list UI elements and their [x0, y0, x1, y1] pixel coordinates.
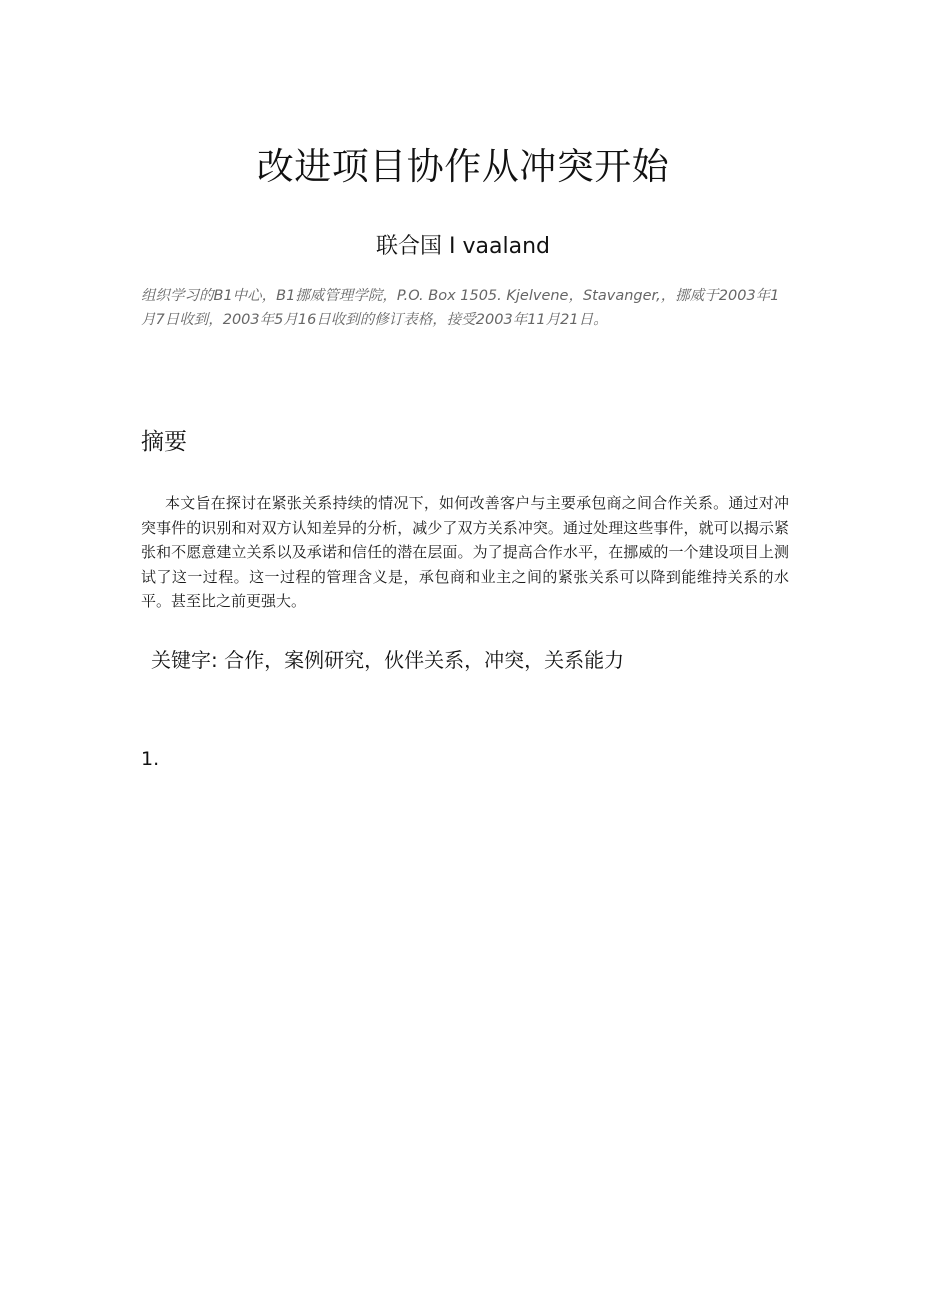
keywords-line: 关键字: 合作，案例研究，伙伴关系，冲突，关系能力 [151, 648, 625, 672]
section-number: 1. [141, 748, 160, 770]
abstract-heading: 摘要 [141, 429, 187, 455]
paper-title: 改进项目协作从冲突开始 [256, 145, 670, 188]
paper-author: 联合国 I vaaland [376, 234, 550, 259]
abstract-text: 本文旨在探讨在紧张关系持续的情况下，如何改善客户与主要承包商之间合作关系。通过对冲突事件的识别和对双方认知差异的分析，减少了双方关系冲突。通过处理这些事件，就可以揭示紧张和不愿意建立关系以及承诺和信任的潜在层面。为了提高合作水平，在挪威的一个建设项目上测试了这一过程。这一过程的管理含义是，承包商和业主之间的紧张关系可以降到能维持关系的水平。甚至比之前更强大。 [141, 494, 789, 610]
author-affiliation: 组织学习的B1中心，B1挪威管理学院，P.O. Box 1505. Kjelvene，Stavanger,，挪威于2003年1月7日收到，2003年5月16日收到的修订表格，接受2003年11月21日。 [141, 288, 780, 328]
